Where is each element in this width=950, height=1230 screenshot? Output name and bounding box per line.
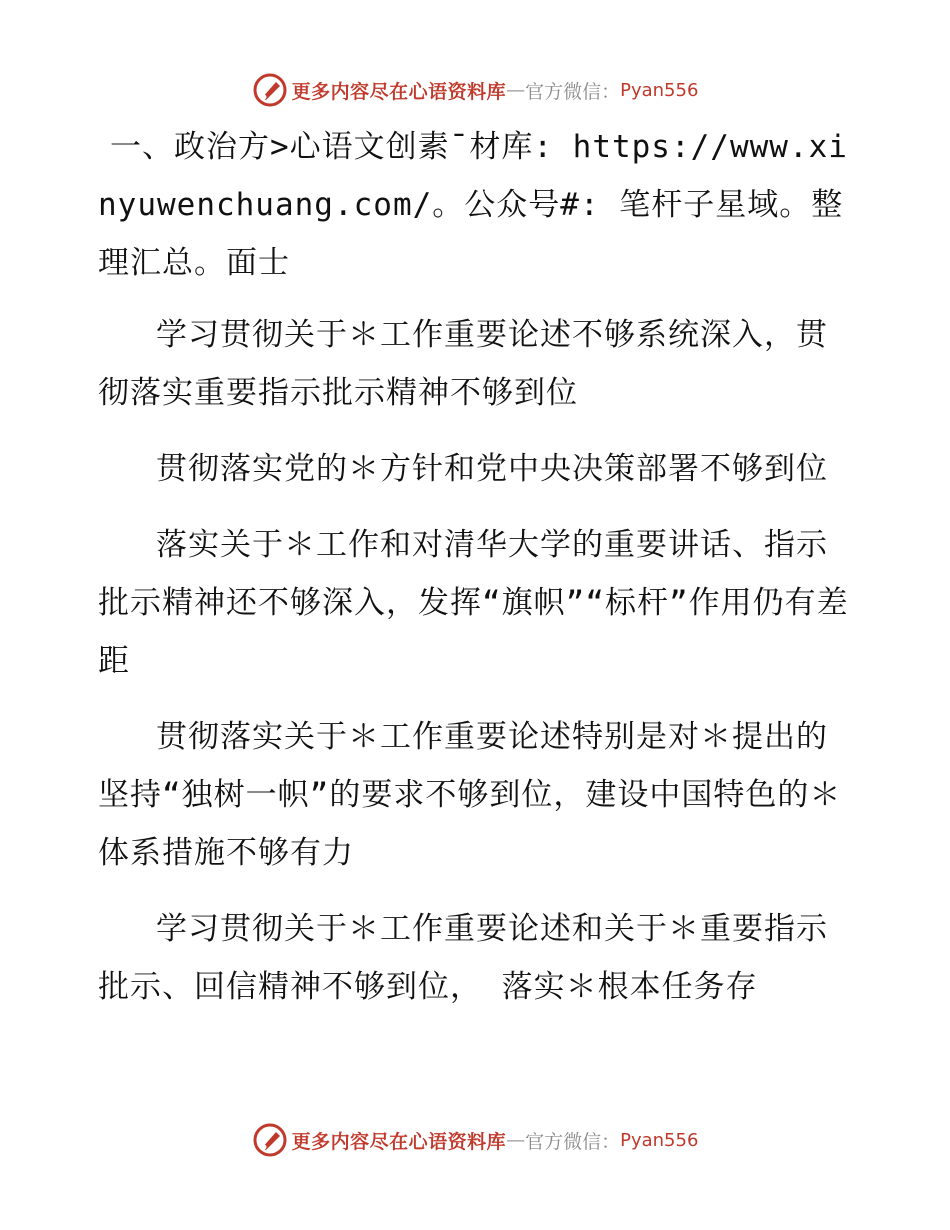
- banner-main-text: 更多内容尽在心语资料库: [291, 80, 507, 103]
- pen-logo-icon: [252, 1122, 288, 1158]
- banner-wechat-handle: Pyan556: [620, 79, 699, 101]
- banner-separator: —: [506, 1129, 526, 1151]
- banner-main-text: 更多内容尽在心语资料库: [291, 1130, 507, 1153]
- banner-label: 官方微信：: [525, 1130, 621, 1153]
- paragraph-1: 学习贯彻关于＊工作重要论述不够系统深入，贯彻落实重要指示批示精神不够到位: [98, 317, 828, 411]
- footer-watermark-banner: [0, 1120, 950, 1160]
- paragraph-5: 学习贯彻关于＊工作重要论述和关于＊重要指示批示、回信精神不够到位， 落实＊根本任务存: [98, 911, 828, 1005]
- header-watermark-banner: [0, 70, 950, 110]
- paragraph-2: 贯彻落实党的＊方针和党中央决策部署不够到位: [156, 451, 828, 487]
- document-body: [98, 118, 858, 1034]
- pen-logo-icon: [252, 72, 288, 108]
- paragraph-3: 落实关于＊工作和对清华大学的重要讲话、指示批示精神还不够深入，发挥“旗帜”“标杆”作用仍有差距: [98, 527, 849, 679]
- banner-wechat-handle: Pyan556: [620, 1129, 699, 1151]
- paragraph-4: 贯彻落实关于＊工作重要论述特别是对＊提出的坚持“独树一帜”的要求不够到位，建设中国特色的＊体系措施不够有力: [98, 719, 842, 871]
- banner-label: 官方微信：: [525, 80, 621, 103]
- document-heading: 一、政治方>心语文创素¯材库: https://www.xinyuwenchuang.com/。公众号#: 笔杆子星域。整理汇总。面士: [98, 129, 848, 281]
- banner-separator: —: [506, 79, 526, 101]
